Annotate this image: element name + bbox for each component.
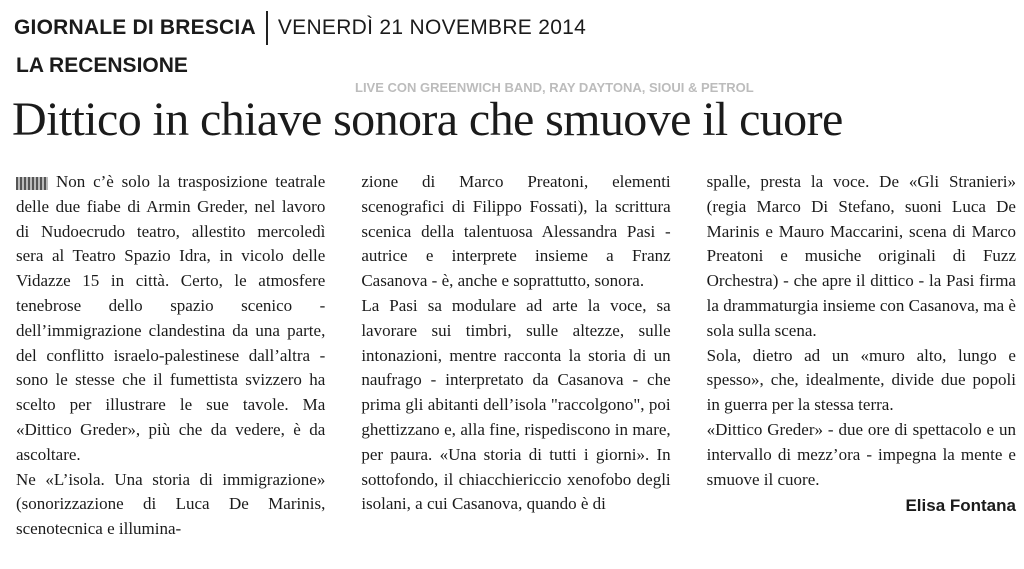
- paragraph: spalle, presta la voce. De «Gli Stranieri» (regia Marco Di Stefano, suoni Luca De Marinis e Mauro Maccarini, scena di Marco Preatoni e musiche originali di Fuzz Orchestra) - che apre il dittico - la Pasi firma la drammaturgia insieme con Casanova, ma è sola sulla scena.: [706, 172, 1016, 340]
- masthead-divider: [266, 11, 268, 45]
- paragraph: Sola, dietro ad un «muro alto, lungo e spesso», che, idealmente, divide due popoli in guerra per la stessa terra.: [706, 345, 1016, 415]
- article-column-2: [361, 170, 670, 542]
- paragraph: zione di Marco Preatoni, elementi scenografici di Filippo Fossati), la scrittura scenica della talentuosa Alessandra Pasi - autrice e interprete insieme a Franz Casanova - è, anche e soprattutto, sonora.: [361, 172, 671, 291]
- section-label: LA RECENSIONE: [16, 54, 188, 77]
- article-body: [16, 170, 1016, 542]
- newspaper-name: GIORNALE DI BRESCIA: [14, 16, 256, 39]
- issue-date: VENERDÌ 21 NOVEMBRE 2014: [277, 16, 587, 39]
- byline: Elisa Fontana: [905, 496, 1016, 516]
- article-column-3: [707, 170, 1016, 542]
- paragraph: La Pasi sa modulare ad arte la voce, sa lavorare sui timbri, sulle altezze, sulle intonazioni, mentre racconta la storia di un naufrago - interpretato da Casanova - che prima gli abitanti dell’isola "raccolgono", poi ghettizzano e, alla fine, rispediscono in mare, per paura. «Una storia di tutti i giorni». In sottofondo, il chiacchiericcio xenofobo degli isolani, a cui Casanova, quando è di: [361, 295, 671, 514]
- bleed-through-headline: LIVE CON GREENWICH BAND, RAY DAYTONA, SIOUI & PETROL: [355, 80, 754, 95]
- paragraph-text: Non c’è solo la trasposizione teatrale delle due fiabe di Armin Greder, nel lavoro di Nudoecrudo teatro, allestito mercoledì sera al Teatro Spazio Idra, in vicolo delle Vidazze 15 in città. Certo, le atmosfere tenebrose dello spazio scenico - dell’immigrazione clandestina da una parte, del conflitto israelo-palestinese dall’altra - sono le stesse che il fumettista svizzero ha scelto per illustrare le sue tavole. Ma «Dittico Greder», più che da vedere, è da ascoltare.: [16, 172, 326, 464]
- paragraph: «Dittico Greder» - due ore di spettacolo e un intervallo di mezz’ora - impegna la mente e smuove il cuore.: [706, 419, 1016, 489]
- masthead: [14, 10, 586, 46]
- lead-marker-icon: [16, 177, 48, 190]
- headline: Dittico in chiave sonora che smuove il cuore: [12, 93, 843, 146]
- paragraph: Ne «L’isola. Una storia di immigrazione» (sonorizzazione di Luca De Marinis, scenotecnica e illumina-: [16, 469, 326, 539]
- paragraph: [16, 170, 325, 468]
- article-column-1: [16, 170, 325, 542]
